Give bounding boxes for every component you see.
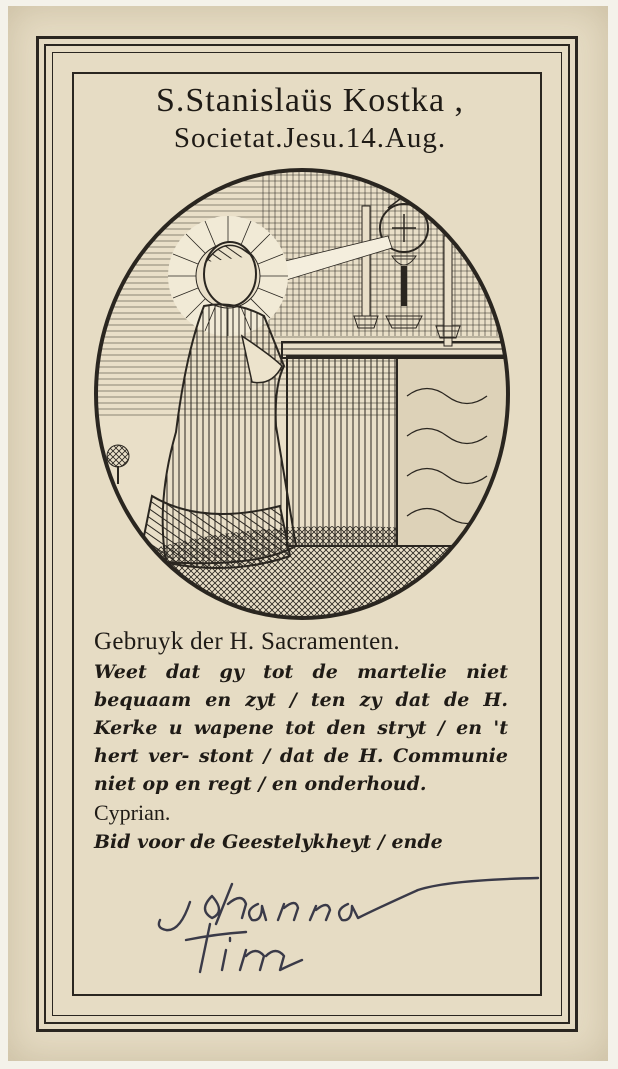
text-heading: Gebruyk der H. Sacramenten. (94, 628, 400, 655)
engraved-medallion (92, 166, 512, 622)
prayer-line: Bid voor de Geestelykheyt / ende (94, 831, 443, 853)
altar-front (287, 356, 397, 546)
title-block (80, 82, 540, 155)
saint-name: S.Stanislaüs Kostka , (155, 82, 465, 119)
citation: Cyprian. (94, 800, 171, 825)
prayer-text-block (94, 628, 508, 856)
text-body: Weet dat gy tot de martelie niet bequaam en zyt / ten zy dat de H. Kerke u wapene tot den stryt / en 't hert ver- stont / dat de H. Communie niet op en regt / en onderhoud. (94, 661, 508, 795)
feast-line: Societat.Jesu.14.Aug. (173, 122, 447, 155)
handwritten-signature (150, 874, 550, 984)
